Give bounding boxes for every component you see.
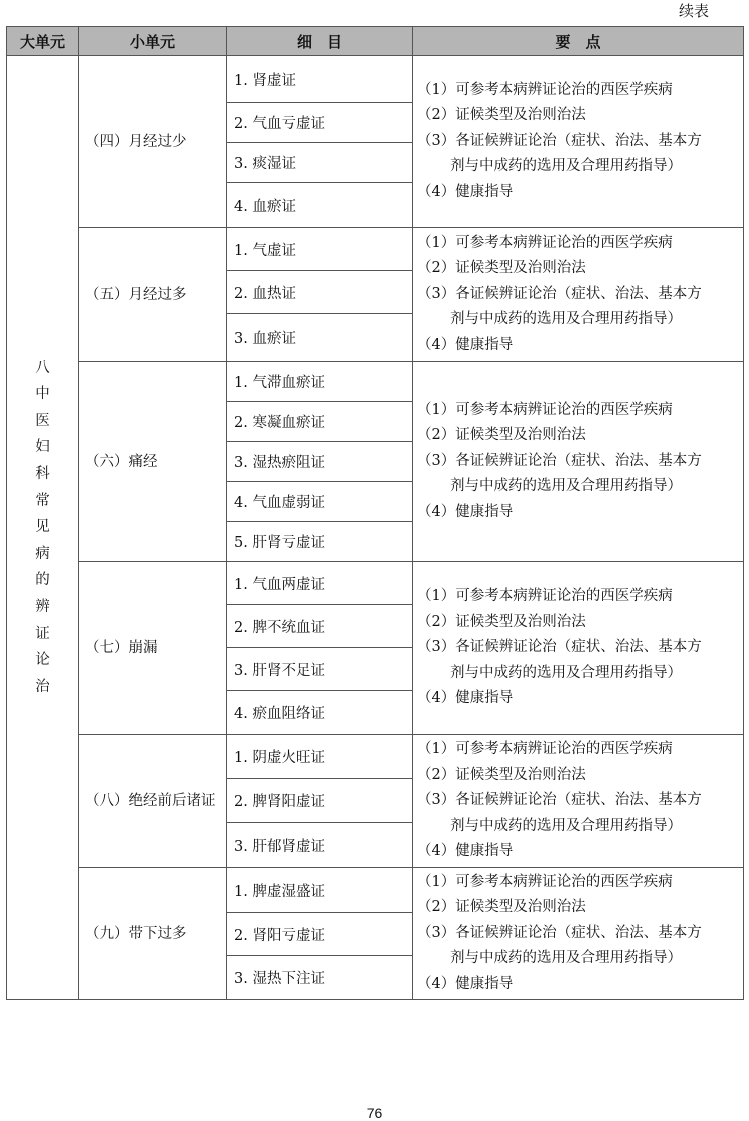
item-cell: 3. 痰湿证 xyxy=(227,143,413,183)
point-line: （3）各证候辨证论治（症状、治法、基本方 xyxy=(417,452,702,469)
table-body xyxy=(7,56,744,1000)
sub-unit-cell: （九）带下过多 xyxy=(79,868,227,1000)
point-line: （1）可参考本病辨证论治的西医学疾病 xyxy=(417,873,673,890)
unit-cell xyxy=(7,56,79,1000)
point-line: （2）证候类型及治则治法 xyxy=(417,427,586,444)
item-cell: 2. 气血亏虚证 xyxy=(227,103,413,143)
item-cell: 5. 肝肾亏虚证 xyxy=(227,522,413,562)
item-cell: 2. 寒凝血瘀证 xyxy=(227,402,413,442)
item-cell: 4. 瘀血阻络证 xyxy=(227,691,413,735)
point-line: （4）健康指导 xyxy=(417,183,514,200)
point-line: 剂与中成药的选用及合理用药指导） xyxy=(450,158,682,175)
unit-title: 八 中医妇科常见病的辨证论治 xyxy=(35,359,65,695)
item-cell: 1. 阴虚火旺证 xyxy=(227,735,413,779)
point-line: （2）证候类型及治则治法 xyxy=(417,766,586,783)
point-line: （2）证候类型及治则治法 xyxy=(417,260,586,277)
table-row xyxy=(7,56,744,103)
item-cell: 2. 肾阳亏虚证 xyxy=(227,913,413,956)
point-line: 剂与中成药的选用及合理用药指导） xyxy=(450,950,682,967)
point-line: （1）可参考本病辨证论治的西医学疾病 xyxy=(417,741,673,758)
item-cell: 1. 气血两虚证 xyxy=(227,562,413,605)
point-line: 剂与中成药的选用及合理用药指导） xyxy=(450,664,682,681)
item-cell: 1. 气滞血瘀证 xyxy=(227,362,413,402)
table-row xyxy=(7,868,744,913)
item-cell: 1. 气虚证 xyxy=(227,228,413,271)
item-cell: 4. 气血虚弱证 xyxy=(227,482,413,522)
point-line: （4）健康指导 xyxy=(417,690,514,707)
point-line: （2）证候类型及治则治法 xyxy=(417,107,586,124)
syllabus-table xyxy=(6,26,744,1000)
point-line: （2）证候类型及治则治法 xyxy=(417,899,586,916)
item-cell: 2. 脾不统血证 xyxy=(227,605,413,648)
point-line: （1）可参考本病辨证论治的西医学疾病 xyxy=(417,588,673,605)
point-line: （1）可参考本病辨证论治的西医学疾病 xyxy=(417,401,673,418)
sub-unit-cell: （五）月经过多 xyxy=(79,228,227,362)
point-line: 剂与中成药的选用及合理用药指导） xyxy=(450,478,682,495)
continued-label: 续表 xyxy=(678,2,709,20)
point-line: 剂与中成药的选用及合理用药指导） xyxy=(450,817,682,834)
column-header-points: 要 点 xyxy=(413,27,744,56)
sub-unit-cell: （八）绝经前后诸证 xyxy=(79,735,227,868)
item-cell: 3. 肝肾不足证 xyxy=(227,648,413,691)
points-cell xyxy=(413,868,744,1000)
point-line: （3）各证候辨证论治（症状、治法、基本方 xyxy=(417,639,702,656)
point-line: （4）健康指导 xyxy=(417,336,514,353)
column-header-sub-unit: 小单元 xyxy=(79,27,227,56)
item-cell: 2. 脾肾阳虚证 xyxy=(227,779,413,823)
point-line: （4）健康指导 xyxy=(417,975,514,992)
column-header-unit: 大单元 xyxy=(7,27,79,56)
item-cell: 1. 脾虚湿盛证 xyxy=(227,868,413,913)
point-line: （3）各证候辨证论治（症状、治法、基本方 xyxy=(417,285,702,302)
point-line: 剂与中成药的选用及合理用药指导） xyxy=(450,311,682,328)
point-line: （1）可参考本病辨证论治的西医学疾病 xyxy=(417,81,673,98)
table-row xyxy=(7,228,744,271)
points-cell xyxy=(413,562,744,735)
sub-unit-cell: （四）月经过少 xyxy=(79,56,227,228)
table-row xyxy=(7,562,744,605)
column-header-item: 细 目 xyxy=(227,27,413,56)
point-line: （4）健康指导 xyxy=(417,503,514,520)
item-cell: 3. 湿热瘀阻证 xyxy=(227,442,413,482)
table-header-row xyxy=(7,27,744,56)
table-row xyxy=(7,362,744,402)
sub-unit-cell: （六）痛经 xyxy=(79,362,227,562)
point-line: （3）各证候辨证论治（症状、治法、基本方 xyxy=(417,792,702,809)
page-number: 76 xyxy=(366,1105,383,1121)
point-line: （3）各证候辨证论治（症状、治法、基本方 xyxy=(417,132,702,149)
points-cell xyxy=(413,228,744,362)
item-cell: 4. 血瘀证 xyxy=(227,183,413,228)
item-cell: 1. 肾虚证 xyxy=(227,56,413,103)
item-cell: 3. 湿热下注证 xyxy=(227,956,413,1000)
points-cell xyxy=(413,56,744,228)
item-cell: 3. 血瘀证 xyxy=(227,314,413,362)
item-cell: 2. 血热证 xyxy=(227,271,413,314)
item-cell: 3. 肝郁肾虚证 xyxy=(227,823,413,868)
sub-unit-cell: （七）崩漏 xyxy=(79,562,227,735)
points-cell xyxy=(413,362,744,562)
points-cell xyxy=(413,735,744,868)
point-line: （1）可参考本病辨证论治的西医学疾病 xyxy=(417,234,673,251)
point-line: （3）各证候辨证论治（症状、治法、基本方 xyxy=(417,924,702,941)
point-line: （4）健康指导 xyxy=(417,843,514,860)
point-line: （2）证候类型及治则治法 xyxy=(417,613,586,630)
table-row xyxy=(7,735,744,779)
